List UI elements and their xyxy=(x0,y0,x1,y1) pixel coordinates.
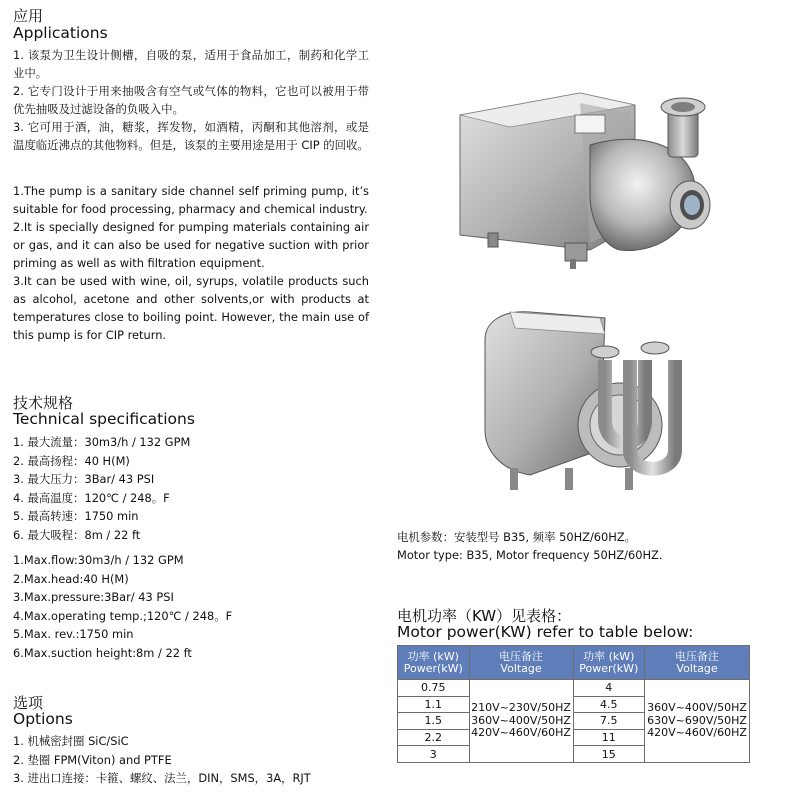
spec-en-item: 6.Max.suction height:8m / 22 ft xyxy=(13,645,192,660)
header-power-left xyxy=(398,646,470,680)
motor-params-en: Motor type: B35, Motor frequency 50HZ/60HZ. xyxy=(397,548,663,562)
applications-title-zh: 应用 xyxy=(13,7,44,25)
header-power-zh: 功率 (kW) xyxy=(407,649,459,663)
motor-power-title-en: Motor power(KW) refer to table below: xyxy=(397,623,694,641)
spec-en-item: 1.Max.flow:30m3/h / 132 GPM xyxy=(13,553,184,567)
voltage-line: 420V~460V/60HZ xyxy=(647,726,747,740)
spec-en-item: 4.Max.operating temp.;120℃ / 248。F xyxy=(13,608,233,623)
applications-en-item-1: 1.The pump is a sanitary side channel self priming pump, it’s suitable for food processing, pharmacy and chemical industry. xyxy=(13,184,369,216)
option-item: 1. 机械密封圈 SiC/SiC xyxy=(13,734,129,748)
motor-params-zh: 电机参数：安装型号 B35, 频率 50HZ/60HZ。 xyxy=(397,530,637,544)
option-item: 2. 垫圈 FPM(Viton) and PTFE xyxy=(13,752,172,767)
power-cell: 3 xyxy=(398,746,470,763)
motor-power-table xyxy=(397,645,750,763)
table-row xyxy=(398,680,750,697)
header-voltage-en: Voltage xyxy=(500,661,542,675)
spec-en-item: 3.Max.pressure:3Bar/ 43 PSI xyxy=(13,590,174,605)
header-voltage-zh: 电压备注 xyxy=(675,649,720,663)
spec-zh-item: 4. 最高温度：120℃ / 248。F xyxy=(13,490,170,505)
header-power-zh: 功率 (kW) xyxy=(583,649,635,663)
voltage-line: 420V~460V/60HZ xyxy=(471,726,571,740)
motor-power-title-zh: 电机功率（KW）见表格： xyxy=(397,607,572,625)
voltage-cell-right xyxy=(645,680,750,763)
specs-title-en: Technical specifications xyxy=(13,410,195,428)
spec-en-item: 5.Max. rev.:1750 min xyxy=(13,627,134,642)
pump-photo-front-view xyxy=(470,300,700,500)
power-cell: 1.5 xyxy=(398,713,470,730)
voltage-line: 630V~690V/50HZ xyxy=(647,713,747,727)
spec-zh-item: 6. 最大吸程：8m / 22 ft xyxy=(13,527,141,542)
pump-photo-side-view xyxy=(440,85,750,275)
applications-en-list xyxy=(13,182,369,344)
power-cell: 2.2 xyxy=(398,729,470,746)
voltage-line: 360V~400V/50HZ xyxy=(471,713,571,727)
power-cell: 11 xyxy=(573,729,645,746)
voltage-line: 210V~230V/50HZ xyxy=(471,701,571,715)
header-power-right xyxy=(573,646,645,680)
spec-zh-item: 1. 最大流量：30m3/h / 132 GPM xyxy=(13,435,191,449)
spec-zh-item: 3. 最大压力：3Bar/ 43 PSI xyxy=(13,472,155,487)
specs-title-zh: 技术规格 xyxy=(13,394,74,412)
header-power-en: Power(kW) xyxy=(579,661,639,675)
table-header-row xyxy=(398,646,750,680)
options-list xyxy=(13,732,311,788)
options-title-zh: 选项 xyxy=(13,694,44,712)
applications-en-item-3: 3.It can be used with wine, oil, syrups, volatile products such as alcohol, acetone and other solvents,or with products at temperatures close to boiling point. However, the main use of this pump is for CIP return. xyxy=(13,274,369,342)
specs-en-list xyxy=(13,551,232,663)
power-cell: 7.5 xyxy=(573,713,645,730)
spec-en-item: 2.Max.head:40 H(M) xyxy=(13,571,129,586)
option-item: 3. 进出口连接：卡箍、螺纹、法兰，DIN，SMS，3A，RJT xyxy=(13,771,311,786)
applications-zh-item-3: 3. 它可用于酒，油，糖浆，挥发物，如酒精，丙酮和其他溶剂，或是温度临近沸点的其他物料。但是，该泵的主要用途是用于 CIP 的回收。 xyxy=(13,120,369,152)
spec-zh-item: 5. 最高转速：1750 min xyxy=(13,509,139,524)
applications-title-en: Applications xyxy=(13,24,108,42)
header-voltage-left xyxy=(469,646,573,680)
power-cell: 0.75 xyxy=(398,680,470,697)
power-cell: 1.1 xyxy=(398,696,470,713)
power-cell: 15 xyxy=(573,746,645,763)
applications-en-item-2: 2.It is specially designed for pumping materials containing air or gas, and it can also be used for negative suction with prior priming as well as with filtration equipment. xyxy=(13,220,369,270)
header-voltage-right xyxy=(645,646,750,680)
header-power-en: Power(kW) xyxy=(403,661,463,675)
applications-zh-item-2: 2. 它专门设计于用来抽吸含有空气或气体的物料，它也可以被用于带优先抽吸及过滤设备的负吸入中。 xyxy=(13,84,369,116)
applications-zh-list xyxy=(13,46,369,154)
options-title-en: Options xyxy=(13,710,73,728)
power-cell: 4.5 xyxy=(573,696,645,713)
voltage-line: 360V~400V/50HZ xyxy=(647,701,747,715)
header-voltage-en: Voltage xyxy=(676,661,718,675)
spec-zh-item: 2. 最高扬程：40 H(M) xyxy=(13,453,130,468)
voltage-cell-left xyxy=(469,680,573,763)
power-cell: 4 xyxy=(573,680,645,697)
specs-zh-list xyxy=(13,433,190,545)
header-voltage-zh: 电压备注 xyxy=(499,649,544,663)
applications-zh-item-1: 1. 该泵为卫生设计侧槽，自吸的泵，适用于食品加工，制药和化学工业中。 xyxy=(13,48,369,80)
